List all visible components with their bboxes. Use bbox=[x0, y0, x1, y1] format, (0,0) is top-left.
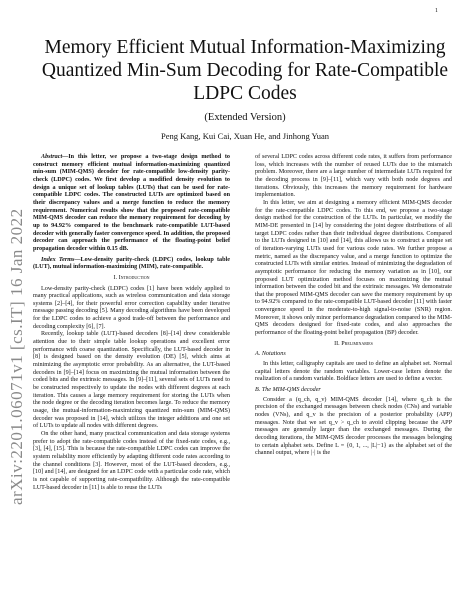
section-heading-introduction: I. Introduction bbox=[113, 274, 150, 281]
title-block bbox=[30, 36, 460, 141]
paper-subtitle: (Extended Version) bbox=[204, 112, 286, 123]
subsection-heading-notations: A. Notations bbox=[255, 351, 286, 358]
paragraph: In this letter, we aim at designing a memory efficient MIM-QMS decoder for the rate-compatible LDPC codes. To this end, we propose a two-stage design method for the construction of the LUTs. In particular, we modify the MIM-DE presented in [14] by considering the joint degree distributions of all target LDPC codes rather than their individual degree distributions. Compared to the LUTs designed in [10] and [14], this allows us to construct a unique set of iteration-varying LUTs used for various code rates. We further propose a metric, named as the discrepancy value, and a merge function to optimize the constructed LUTs with similar entries. Instead of minimizing the degradation of asymptotic performance for reducing the memory variation as in [10], our proposed LUT optimization method focuses on maximizing the mutual information between the coded bit and the extrinsic messages. We demonstrate that the proposed MIM-QMS decoder can save the memory requirement by up to 94.92% compared to the rate-compatible LUT-based decoder [11] with faster convergence speed in the moderate-to-high signal-to-noise (SNR) region. Moreover, it shows only minor performance degradation compared to the MIM-QMS decoders designed for fixed-rate codes, and also approaches the performance of the floating-point belief propagation (BP) decoder. bbox=[255, 199, 452, 337]
index-terms-text: —Low-density parity-check (LDPC) codes, lookup table (LUT), mutual information-maximizing (MIM), rate-compatible. bbox=[33, 256, 230, 271]
index-terms bbox=[33, 257, 230, 272]
index-terms-label: Index Terms bbox=[41, 256, 75, 263]
paragraph: of several LDPC codes across different code rates, it suffers from performance loss, which increases with the number of reused LUTs due to the mismatch problem. Moreover, there are a large number of intermediate LUTs required for the decoding process in [9]–[11], which vary with both node degrees and iterations. Obviously, this increases the memory requirement for hardware implementation. bbox=[255, 154, 452, 199]
abstract bbox=[33, 154, 230, 254]
paragraph: Low-density parity-check (LDPC) codes [1] have been widely applied to many practical applications, such as wireless communication and data storage systems [2]–[4], for their powerful error correction capability under iterative message passing decoding [5]. Many decoding algorithms have been developed for the LDPC codes to achieve a good trade-off between the performance and decoding complexity [6], [7]. bbox=[33, 285, 230, 330]
right-column bbox=[255, 154, 452, 458]
paragraph: In this letter, calligraphy capitals are used to define an alphabet set. Normal capital letters denote the random variables. Lower-case letters denote the realization of a random variable. Boldface letters are used to define a vector. bbox=[255, 361, 452, 383]
arxiv-identifier[interactable]: arXiv:2201.06071v1 [cs.IT] 16 Jan 2022 bbox=[7, 208, 26, 505]
paragraph: On the other hand, many practical communication and data storage systems prefer to adopt the rate-compatible codes instead of the fixed-rate codes, e.g., [3], [4], [15]. This is because the rate-compatible LDPC codes can improve the system reliability more efficiently by adapting different code rates according to the channel conditions [3]. However, most of the LUT-based decoders, e.g., [10] and [14], are designed for an LDPC code with a particular code rate, which is not capable of supporting rate-compatibility. Although the rate-compatible LUT-based decoder in [11] is able to reuse the LUTs bbox=[33, 430, 230, 491]
paper-title: Memory Efficient Mutual Information-Maximizing Quantized Min-Sum Decoding for Rate-Compatible LDPC Codes bbox=[41, 37, 449, 104]
left-column bbox=[33, 154, 230, 492]
paragraph: Recently, lookup table (LUT)-based decoders [8]–[14] drew considerable attention due to their simple table lookup operations and excellent error performance with coarse quantization. Specifically, the LUT-based decoder in [8] is designed based on the density evolution (DE) [5], which aims at minimizing the asymptotic error probability. As an alternative, the LUT-based decoders in [9]–[14] focus on maximizing the mutual information between the coded bits and the extrinsic messages. In [9]–[11], several sets of LUTs need to be constructed respectively to update the nodes with different degrees at each iteration. This causes a large memory requirement for storing the LUTs when the node degree or the decoding iteration becomes large. To reduce the memory usage, the mutual-information-maximizing quantized min-sum (MIM-QMS) decoder was proposed in [14], which utilizes the integer additions and one set of LUTs to update all nodes with different degrees. bbox=[33, 331, 230, 430]
subsection-heading-mim-qms: B. The MIM-QMS decoder bbox=[255, 387, 321, 394]
abstract-text: —In this letter, we propose a two-stage design method to construct memory efficient mutual information-maximizing quantized min-sum (MIM-QMS) decoder for rate-compatible low-density parity-check (LDPC) codes. We first develop a modified density evolution to design a unique set of lookup tables (LUTs) that can be used for rate-compatible LDPC codes. The constructed LUTs are optimized based on their discrepancy values and a merge function to reduce the memory requirement. Numerical results show that the proposed rate-compatible MIM-QMS decoder can reduce the memory requirement for decoding by up to 94.92% compared to the benchmark rate-compatible LUT-based decoder with generally faster convergence speed. In addition, the proposed decoder can approach the performance of the floating-point belief propagation decoder within 0.15 dB. bbox=[33, 154, 230, 252]
paragraph: Consider a (q_ch, q_v) MIM-QMS decoder [14], where q_ch is the precision of the exchanged messages between check nodes (CNs) and variable nodes (VNs), and q_v is the precision of a posterior probability (APP) messages. Note that we set q_v > q_ch to avoid clipping because the APP messages are generally larger than the exchanged messages. During the decoding iterations, the MIM-QMS decoder processes the messages belonging to certain alphabet sets. Define L = {0, 1, ..., |L|−1} as the alphabet set of the channel output, where |·| is the bbox=[255, 396, 452, 457]
page-number: 1 bbox=[435, 8, 438, 14]
author-list: Peng Kang, Kui Cai, Xuan He, and Jinhong Yuan bbox=[160, 131, 329, 141]
section-heading-preliminaries: II. Preliminaries bbox=[334, 340, 373, 347]
abstract-label: Abstract bbox=[41, 154, 63, 160]
